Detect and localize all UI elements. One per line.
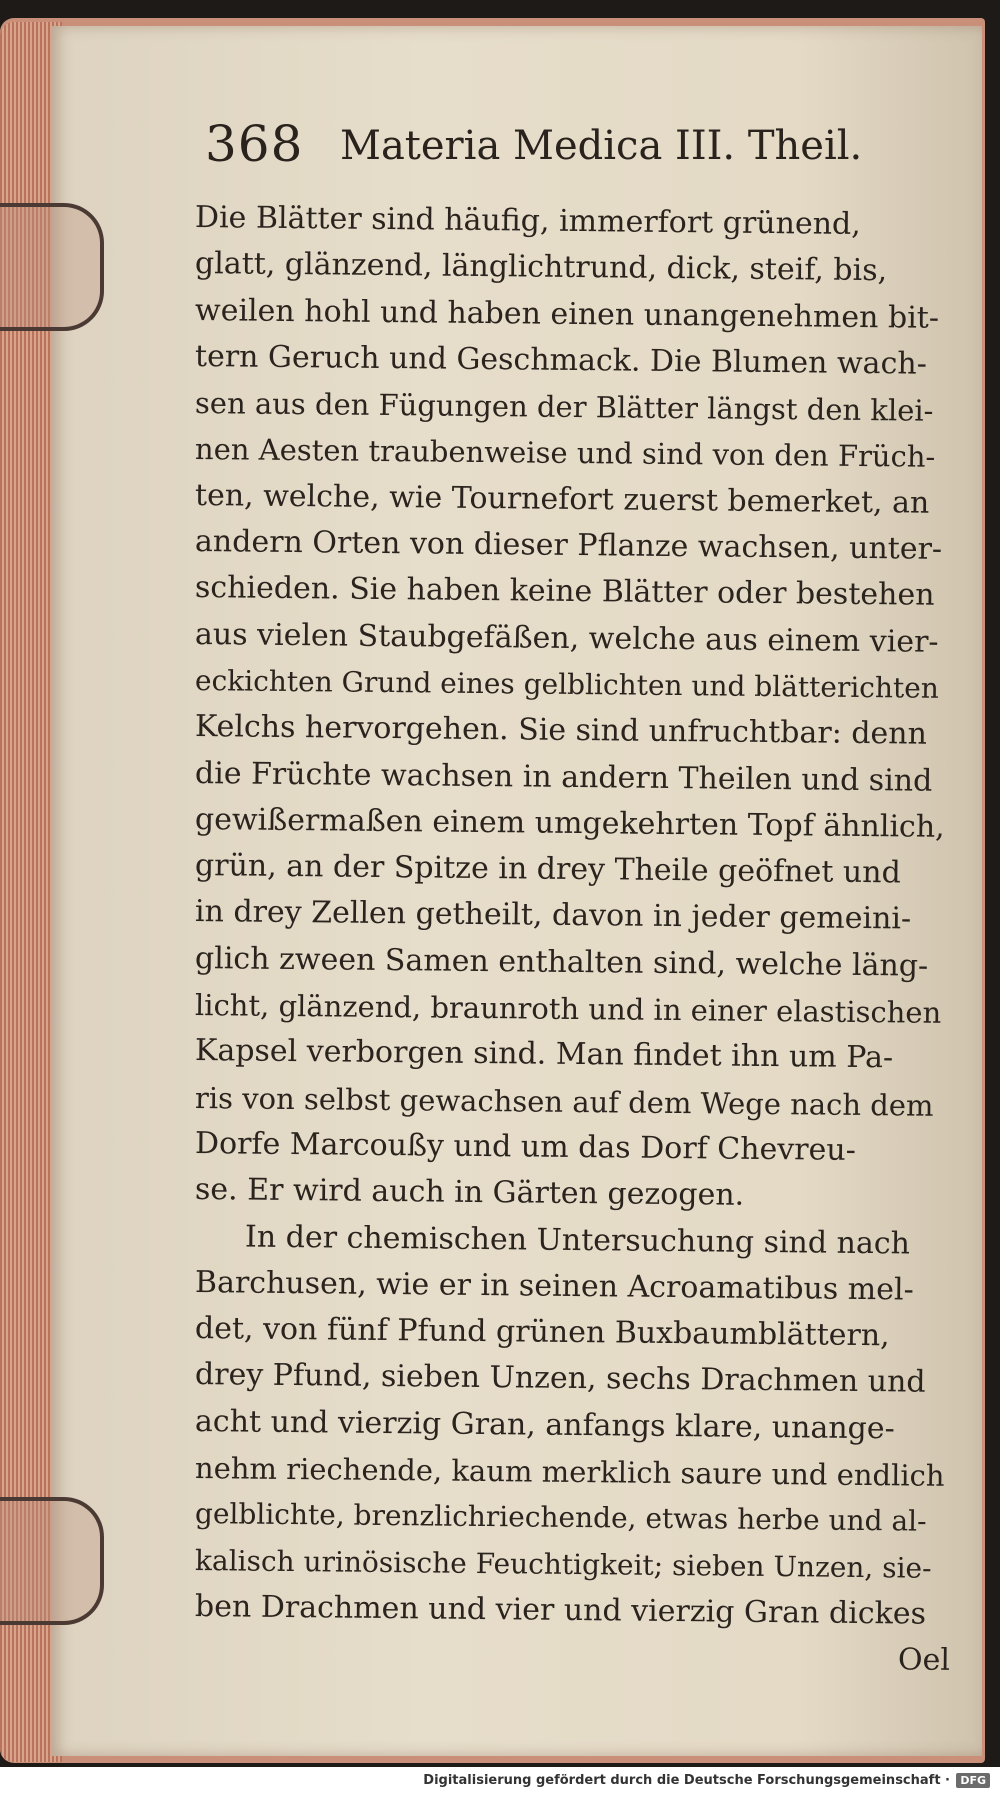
body-text	[195, 195, 950, 1677]
dfg-logo: DFG	[956, 1773, 990, 1788]
paragraph-start-line: In der chemischen Untersuchung sind nach	[244, 1219, 911, 1262]
text-line: kalisch urinösische Feuchtigkeit; sieben Unzen, sie-	[194, 1543, 932, 1585]
text-line: det, von fünf Pfund grünen Buxbaumblättern,	[194, 1311, 890, 1354]
text-line: se. Er wird auch in Gärten gezogen.	[194, 1172, 745, 1213]
text-line: Dorfe Marcoußy und um das Dorf Chevreu-	[194, 1125, 856, 1168]
text-line: gelblichte, brenzlichriechende, etwas herbe und al-	[194, 1497, 927, 1538]
text-line: in drey Zellen getheilt, davon in jeder gemeini-	[194, 894, 912, 937]
text-line: Die Blätter sind häufig, immerfort grünend,	[194, 200, 861, 242]
digitization-footer	[0, 1767, 1000, 1796]
text-line: ris von selbst gewachsen auf dem Wege nach dem	[194, 1080, 934, 1123]
text-line: andern Orten von dieser Pflanze wachsen, unter-	[194, 524, 943, 567]
text-line: nehm riechende, kaum merklich saure und endlich	[194, 1451, 945, 1493]
text-line: acht und vierzig Gran, anfangs klare, unange-	[194, 1403, 895, 1447]
running-title: Materia Medica III. Theil.	[340, 123, 863, 169]
text-line: eckichten Grund eines gelblichten und blätterichten	[194, 663, 940, 705]
text-line: gewißermaßen einem umgekehrten Topf ähnlich,	[194, 801, 945, 845]
text-line: aus vielen Staubgefäßen, welche aus einem vier-	[194, 616, 939, 660]
text-line: schieden. Sie haben keine Blätter oder bestehen	[194, 570, 935, 614]
text-line: ben Drachmen und vier und vierzig Gran dickes	[194, 1588, 927, 1632]
text-line: sen aus den Fügungen der Blätter längst den klei-	[194, 386, 934, 428]
page-clip-top	[0, 203, 104, 331]
page-header	[205, 115, 895, 175]
text-line: glich zween Samen enthalten sind, welche läng-	[194, 940, 929, 984]
text-line: ten, welche, wie Tournefort zuerst bemerket, an	[194, 477, 930, 521]
text-line: weilen hohl und haben einen unangenehmen bit-	[194, 292, 940, 336]
text-line: grün, an der Spitze in drey Theile geöfnet und	[194, 848, 901, 891]
text-line: Kelchs hervorgehen. Sie sind unfruchtbar: denn	[194, 709, 928, 752]
text-line: licht, glänzend, braunroth und in einer elastischen	[194, 988, 942, 1030]
page-number: 368	[205, 115, 304, 173]
text-line: glatt, glänzend, länglichtrund, dick, steif, bis,	[194, 246, 888, 289]
funding-note: Digitalisierung gefördert durch die Deutsche Forschungsgemeinschaft ·	[423, 1773, 950, 1788]
text-line: Kapsel verborgen sind. Man findet ihn um Pa-	[194, 1033, 894, 1076]
text-line: drey Pfund, sieben Unzen, sechs Drachmen und	[194, 1357, 926, 1401]
text-line: tern Geruch und Geschmack. Die Blumen wach-	[194, 338, 927, 382]
page-clip-bottom	[0, 1497, 104, 1625]
catchword: Oel	[897, 1642, 951, 1679]
text-line: nen Aesten traubenweise und sind von den Früch-	[194, 432, 936, 475]
text-line: die Früchte wachsen in andern Theilen und sind	[194, 755, 933, 799]
text-line: Barchusen, wie er in seinen Acroamatibus mel-	[194, 1264, 914, 1308]
